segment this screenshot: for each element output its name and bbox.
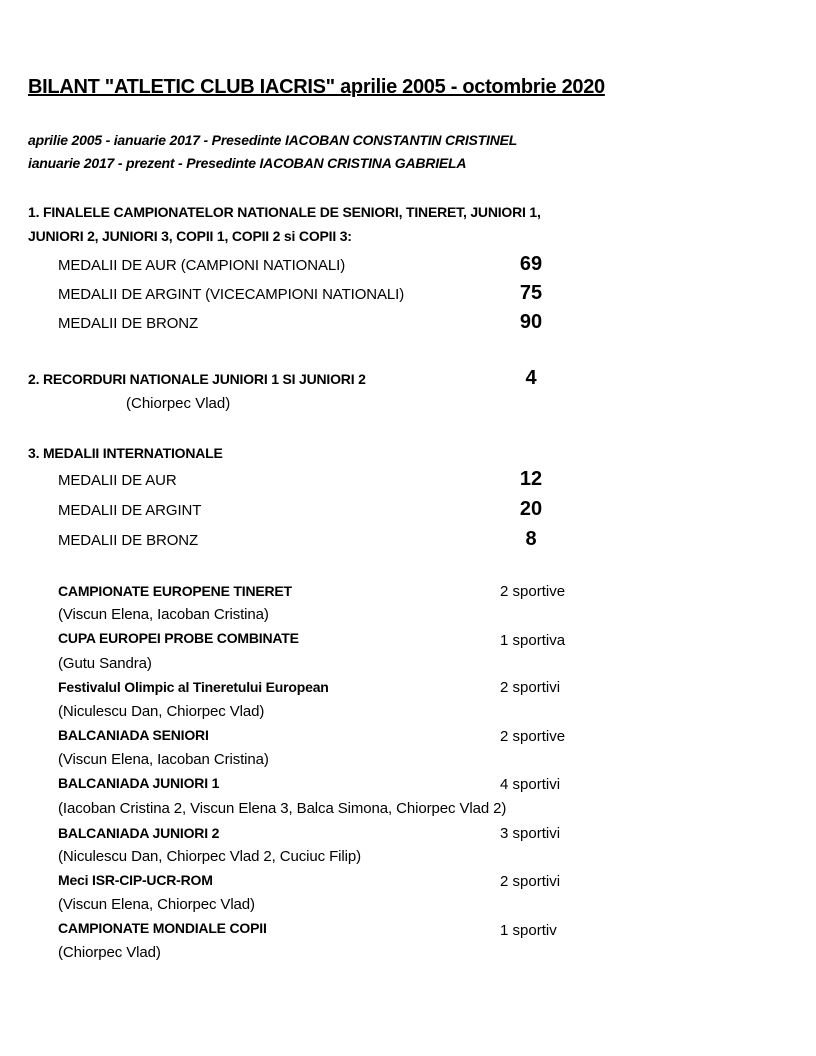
event-athlete-count: 2 sportive: [500, 583, 566, 600]
document-title: BILANT "ATLETIC CLUB IACRIS" aprilie 2005 - octombrie 2020: [28, 76, 605, 98]
event-athlete-count: 1 sportiv: [500, 922, 557, 939]
event-name: BALCANIADA JUNIORI 1: [58, 775, 220, 791]
event-athlete-count: 3 sportivi: [500, 825, 561, 842]
medal-label: MEDALII DE ARGINT: [58, 502, 202, 519]
event-athletes: (Niculescu Dan, Chiorpec Vlad): [58, 703, 265, 720]
event-athlete-count: 2 sportive: [500, 728, 566, 745]
event-name: CAMPIONATE MONDIALE COPII: [58, 920, 267, 936]
medal-count: 12: [519, 468, 543, 490]
medal-label: MEDALII DE AUR (CAMPIONI NATIONALI): [58, 257, 346, 274]
medal-count: 8: [525, 528, 537, 550]
event-athletes: (Viscun Elena, Iacoban Cristina): [58, 606, 269, 623]
records-count: 4: [525, 367, 537, 389]
event-athletes: (Chiorpec Vlad): [58, 944, 161, 961]
event-athlete-count: 1 sportiva: [500, 632, 566, 649]
event-name: CAMPIONATE EUROPENE TINERET: [58, 583, 292, 599]
medal-count: 90: [519, 311, 543, 333]
event-athletes: (Viscun Elena, Iacoban Cristina): [58, 751, 269, 768]
event-name: BALCANIADA SENIORI: [58, 727, 209, 743]
event-athletes: (Viscun Elena, Chiorpec Vlad): [58, 896, 255, 913]
event-athletes: (Niculescu Dan, Chiorpec Vlad 2, Cuciuc Filip): [58, 848, 362, 865]
event-name: Meci ISR-CIP-UCR-ROM: [58, 872, 213, 888]
president-line: aprilie 2005 - ianuarie 2017 - Presedinte IACOBAN CONSTANTIN CRISTINEL: [28, 132, 518, 148]
section-2-heading: 2. RECORDURI NATIONALE JUNIORI 1 SI JUNIORI 2: [28, 371, 366, 387]
event-name: Festivalul Olimpic al Tineretului European: [58, 679, 329, 695]
records-holder: (Chiorpec Vlad): [126, 395, 231, 412]
medal-count: 20: [519, 498, 543, 520]
medal-count: 69: [519, 253, 543, 275]
event-name: BALCANIADA JUNIORI 2: [58, 825, 220, 841]
section-1-heading: JUNIORI 2, JUNIORI 3, COPII 1, COPII 2 si COPII 3:: [28, 228, 352, 244]
event-athlete-count: 4 sportivi: [500, 776, 561, 793]
event-athletes: (Iacoban Cristina 2, Viscun Elena 3, Balca Simona, Chiorpec Vlad 2): [58, 800, 507, 817]
medal-label: MEDALII DE AUR: [58, 472, 177, 489]
president-line: ianuarie 2017 - prezent - Presedinte IACOBAN CRISTINA GABRIELA: [28, 155, 467, 171]
section-1-heading: 1. FINALELE CAMPIONATELOR NATIONALE DE SENIORI, TINERET, JUNIORI 1,: [28, 204, 541, 220]
medal-label: MEDALII DE BRONZ: [58, 532, 199, 549]
event-name: CUPA EUROPEI PROBE COMBINATE: [58, 630, 299, 646]
medal-label: MEDALII DE BRONZ: [58, 315, 199, 332]
event-athletes: (Gutu Sandra): [58, 655, 152, 672]
event-athlete-count: 2 sportivi: [500, 679, 561, 696]
medal-label: MEDALII DE ARGINT (VICECAMPIONI NATIONALI): [58, 286, 405, 303]
medal-count: 75: [519, 282, 543, 304]
event-athlete-count: 2 sportivi: [500, 873, 561, 890]
section-3-heading: 3. MEDALII INTERNATIONALE: [28, 445, 223, 461]
